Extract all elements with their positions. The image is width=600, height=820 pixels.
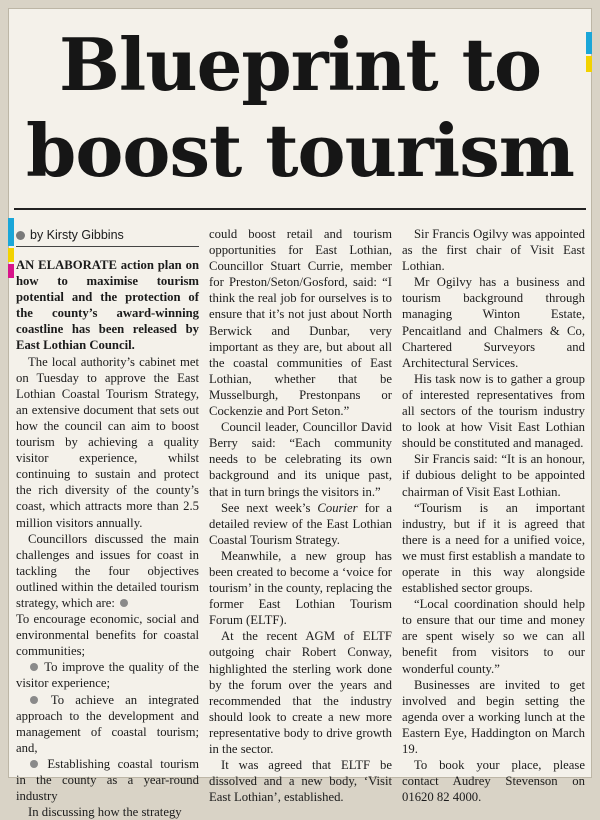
paragraph: Council leader, Councillor David Berry said: “Each community needs to be celebrating its own background and its unique past, that in turn brings the visitors in.” xyxy=(209,420,392,499)
paragraph: Sir Francis said: “It is an honour, if dubious delight to be appointed chairman of Visit East Lothian. xyxy=(402,452,585,499)
print-registration-mark xyxy=(8,218,14,246)
paragraph: Meanwhile, a new group has been created to become a ‘voice for tourism’ in the county, replacing the former East Lothian Tourism Forum (ELTF). xyxy=(209,548,392,628)
paragraph: His task now is to gather a group of interested representatives from all sectors of the tourism industry to look at how Visit East Lothian should be constituted and managed. xyxy=(402,371,585,451)
headline-rule xyxy=(14,208,586,210)
paragraph: To book your place, please contact Audrey Stevenson on 01620 82 4000. xyxy=(402,758,585,805)
paragraph: Mr Ogilvy has a business and tourism background through managing Winton Estate, Pencaitland and Chalmers & Co, Chartered Surveyors and Architectural Services. xyxy=(402,275,585,370)
paragraph: Sir Francis Ogilvy was appointed as the first chair of Visit East Lothian. xyxy=(402,227,585,274)
objective-item xyxy=(16,692,199,756)
paragraph-text: Councillors discussed the main challenges and issues for coast in tackling the four objectives outlined within the detailed tourism strategy, which are: xyxy=(16,531,199,610)
article-column-1 xyxy=(16,226,199,820)
bullet-icon xyxy=(120,599,128,607)
objective-text: Establishing coastal tourism in the county as a year-round industry xyxy=(16,756,199,804)
objective-item xyxy=(16,756,199,804)
article-column-2 xyxy=(209,226,392,805)
paragraph-text: See next week’s xyxy=(221,500,311,515)
headline xyxy=(8,22,592,194)
paragraph: could boost retail and tourism opportunities for East Lothian, Councillor Stuart Currie, member for Preston/Seton/Gosford, said: “I think the real job for ourselves is to ensure that it’s not just about North Berwick and Dunbar, very important as they are, but about all the coastal communities of East Lothian, whether that be Musselburgh, Prestonpans or Cockenzie and Port Seton.” xyxy=(209,227,392,419)
paragraph: “Tourism is an important industry, but if it is agreed that there is a need for a unified voice, we must first establish a mandate to operate in this way alongside established sector groups. xyxy=(402,500,585,596)
bullet-icon xyxy=(30,696,38,704)
print-registration-mark xyxy=(8,264,14,278)
print-registration-mark xyxy=(8,248,14,262)
paragraph: It was agreed that ELTF be dissolved and a new body, ‘Visit East Lothian’, established. xyxy=(209,758,392,805)
paragraph: The local authority’s cabinet met on Tuesday to approve the East Lothian Coastal Tourism Strategy, an extensive document that sets out how the council can aim to boost tourism by achieving a quality visitor experience, whilst continuing to sustain and protect the rich diversity of the county’s coast, which attracts more than 2.5 million visitors annually. xyxy=(16,354,199,530)
headline-line-1: Blueprint to xyxy=(59,22,541,107)
newspaper-clipping xyxy=(8,8,592,820)
bullet-icon xyxy=(30,760,38,768)
objective-text: To improve the quality of the visitor experience; xyxy=(16,660,199,691)
objective-item: To encourage economic, social and environmental benefits for coastal communities; xyxy=(16,612,199,659)
byline-text: by Kirsty Gibbins xyxy=(30,228,124,242)
paragraph-text: for a detailed review of the East Lothian Coastal Tourism Strategy. xyxy=(209,500,392,547)
objective-text: To achieve an integrated approach to the development and management of coastal tourism; and, xyxy=(16,692,199,755)
headline-line-2: boost tourism xyxy=(26,108,574,193)
paragraph: At the recent AGM of ELTF outgoing chair Robert Conway, highlighted the sterling work done by the forum over the years and recommended that the industry should look to create a new more representative body to drive growth in the sector. xyxy=(209,629,392,756)
paragraph: In discussing how the strategy xyxy=(28,805,182,820)
lead-paragraph: AN ELABORATE action plan on how to maximise tourism potential and the protection of the county’s award-winning coastline has been released by East Lothian Council. xyxy=(16,258,199,353)
paragraph: “Local coordination should help to ensure that our time and money are spent wisely so we can all benefit from visitors to our wonderful county.” xyxy=(402,597,585,676)
newspaper-name: Courier xyxy=(317,500,358,515)
paragraph xyxy=(16,531,199,611)
article-column-3 xyxy=(402,226,585,805)
paragraph xyxy=(209,500,392,548)
byline xyxy=(16,226,199,247)
bullet-icon xyxy=(30,663,38,671)
objective-item xyxy=(16,659,199,691)
bullet-icon xyxy=(16,231,25,240)
paragraph: Businesses are invited to get involved and begin setting the agenda over a working lunch at the Eastern Eye, Haddington on March 19. xyxy=(402,677,585,756)
